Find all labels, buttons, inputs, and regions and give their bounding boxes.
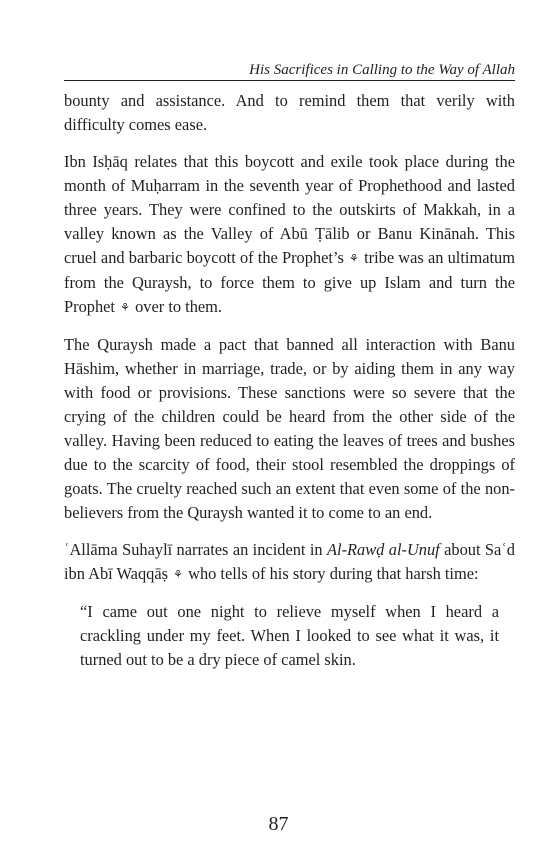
paragraph-2-part-1: Ibn Isḥāq relates that this boycott and exile took place during the month of Muḥarram in the seventh year of Prophethood and lasted three years. They were confined to the outskirts of Makkah, in a valley known as the Valley of Abū Ṭālib or Banu Kinānah. This cruel and barbaric boycott of the Prophet’s bbox=[64, 152, 515, 267]
companion-honorific-icon: ⚘ bbox=[173, 569, 183, 581]
paragraph-4-part-3: who tells of his story during that harsh time: bbox=[188, 564, 479, 583]
salutation-icon: ⚘ bbox=[349, 253, 359, 265]
header-rule bbox=[64, 80, 515, 81]
paragraph-2 bbox=[64, 150, 515, 320]
paragraph-4-part-1: ʿAllāma Suhaylī narrates an incident in bbox=[64, 540, 323, 559]
paragraph-2-part-3: over to them. bbox=[135, 297, 223, 316]
salutation-icon: ⚘ bbox=[120, 302, 130, 314]
paragraph-4 bbox=[64, 538, 515, 587]
main-text bbox=[64, 89, 515, 672]
paragraph-1: bounty and assistance. And to remind them that verily with difficulty comes ease. bbox=[64, 91, 515, 134]
paragraph-4-part-2: about Saʿd ibn Abī Waqqāṣ bbox=[64, 540, 515, 583]
paragraph-2-part-2: tribe was an ultimatum from the Quraysh, to force them to give up Islam and turn the Prophet bbox=[64, 248, 515, 316]
running-title: His Sacrifices in Calling to the Way of Allah bbox=[249, 62, 515, 78]
block-quote: “I came out one night to relieve myself when I heard a crackling under my feet. When I looked to see what it was, it turned out to be a dry piece of camel skin. bbox=[80, 602, 499, 669]
paragraph-3: The Quraysh made a pact that banned all interaction with Banu Hāshim, whether in marriage, trade, or by aiding them in any way with food or provisions. These sanctions were so severe that the crying of the children could be heard from the other side of the valley. Having been reduced to eating the leaves of trees and bushes due to the scarcity of food, their stool resembled the droppings of goats. The cruelty reached such an extent that even some of the non-believers from the Quraysh wanted it to come to an end. bbox=[64, 335, 515, 522]
page-number: 87 bbox=[268, 813, 289, 835]
book-title: Al-Rawḍ al-Unuf bbox=[327, 540, 440, 559]
